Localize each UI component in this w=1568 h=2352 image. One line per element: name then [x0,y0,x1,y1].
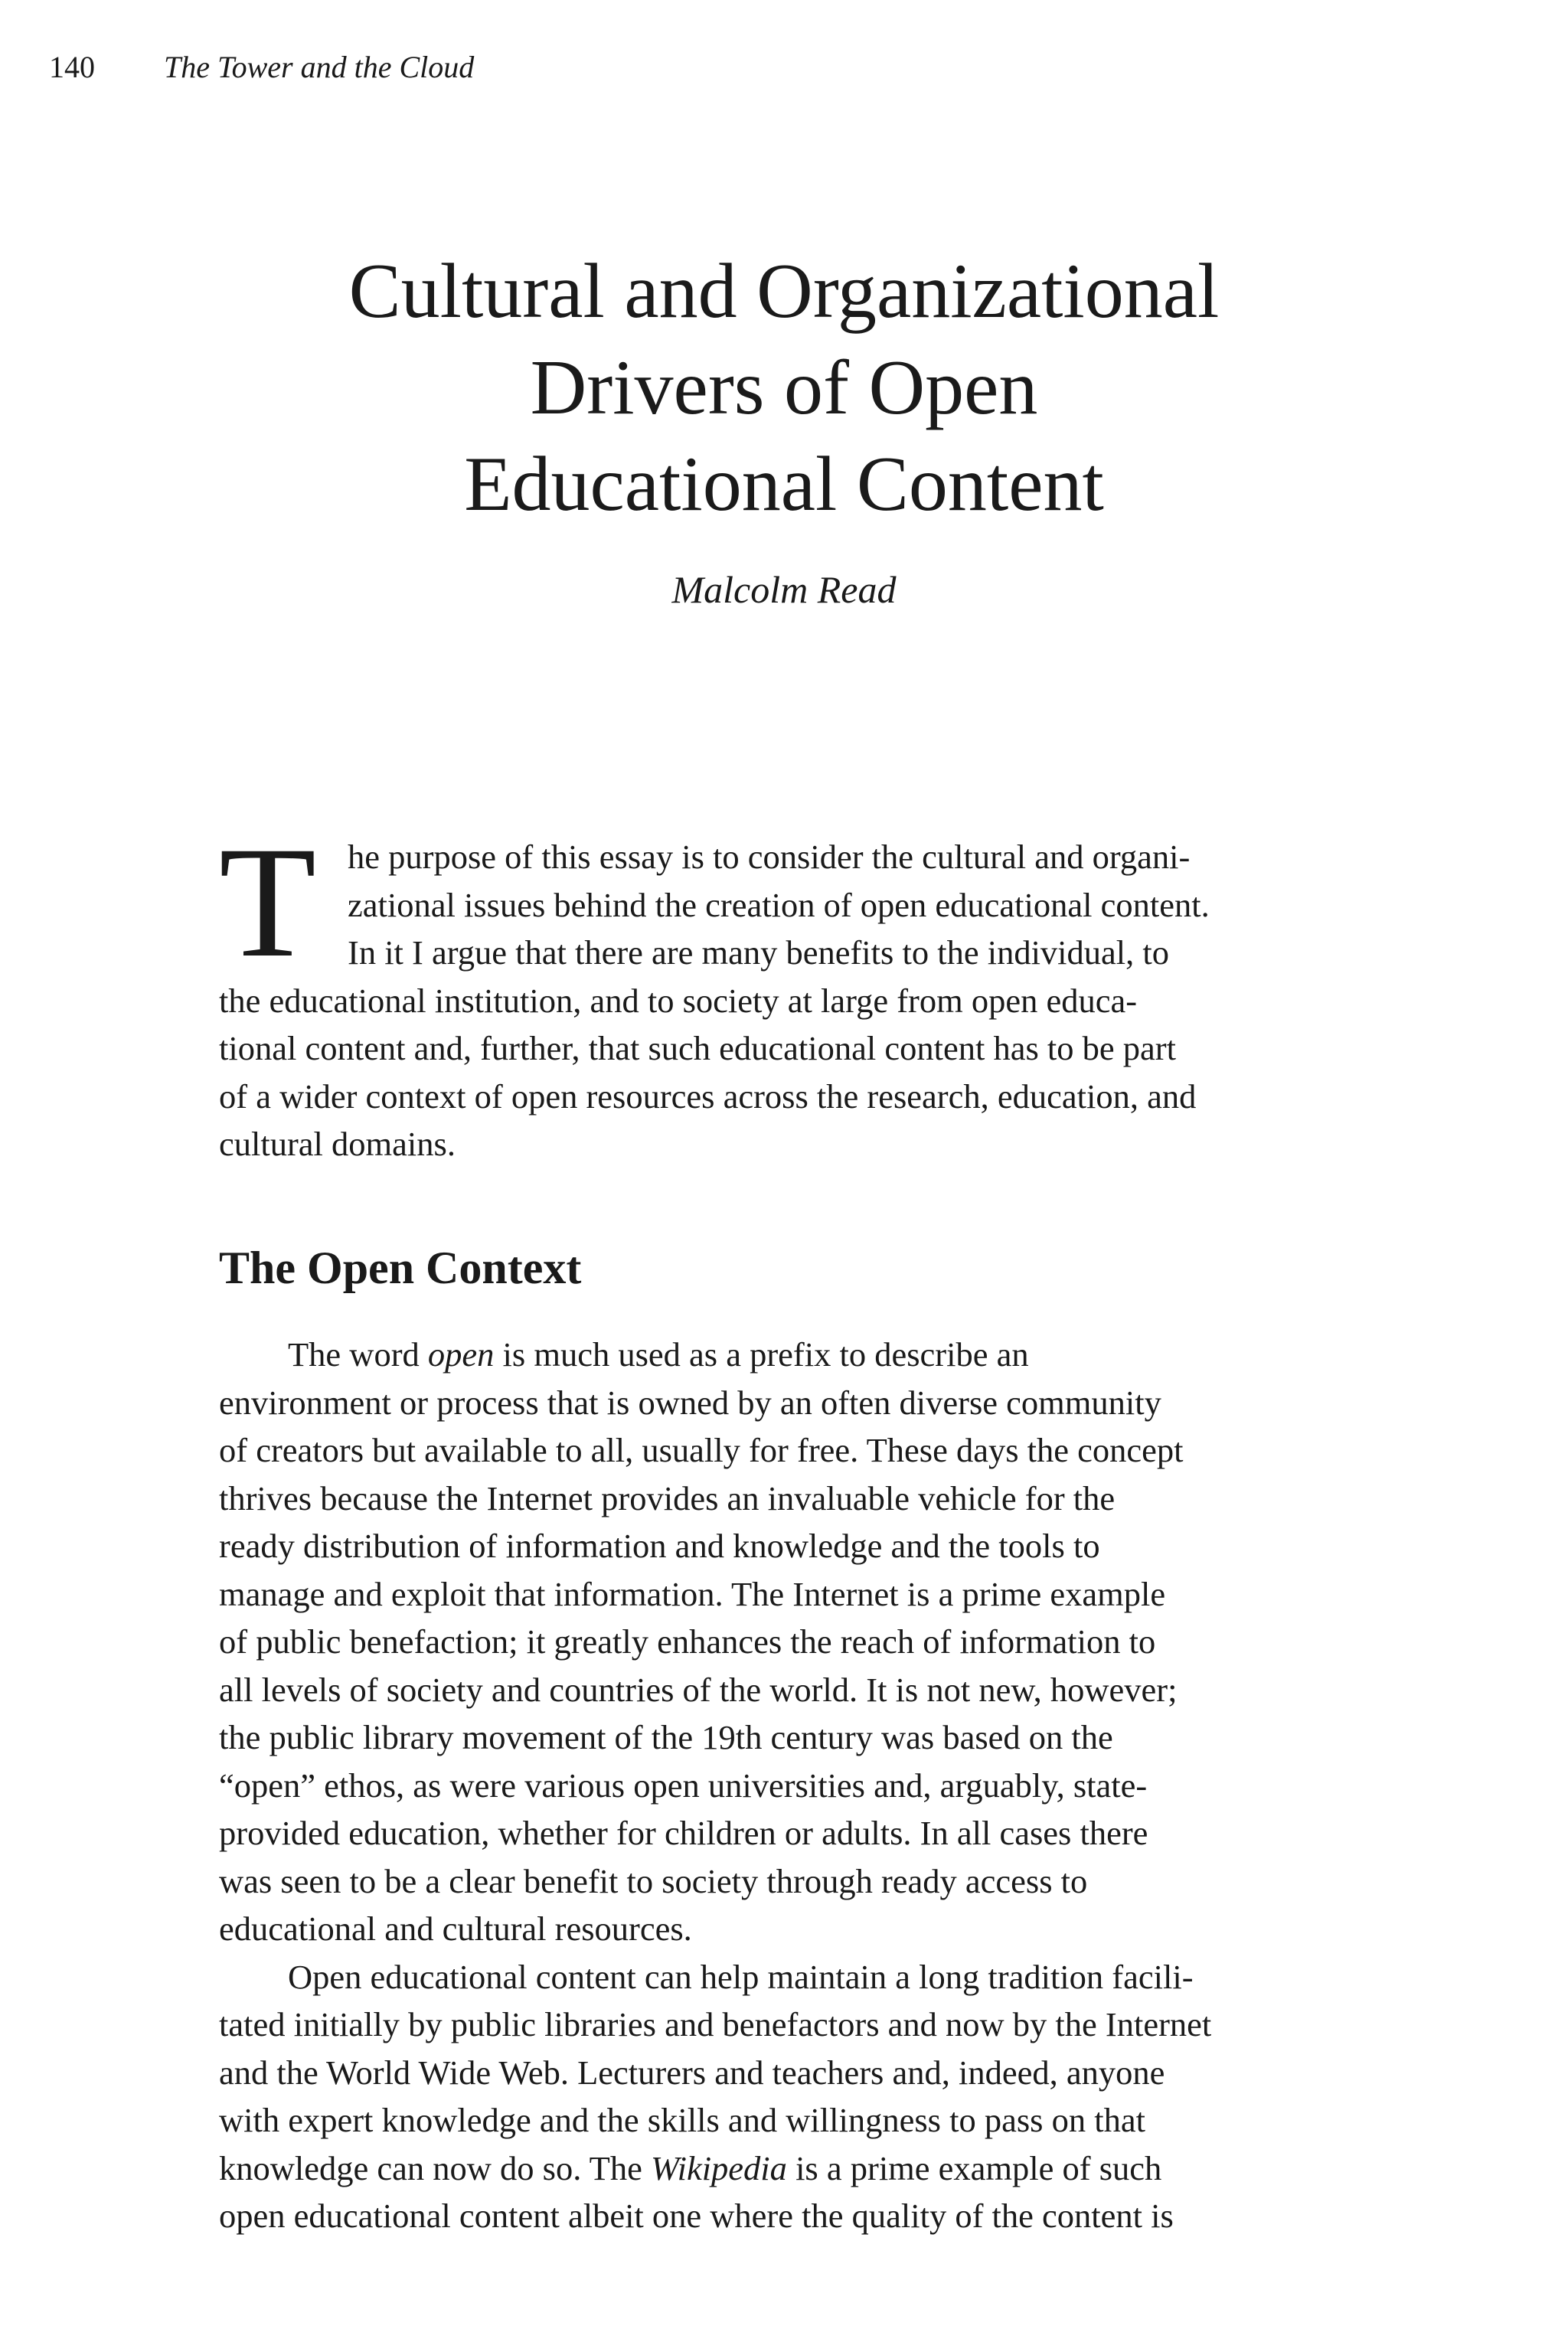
title-line: Cultural and Organizational [348,248,1220,335]
text-line: the public library movement of the 19th century was based on the [219,1718,1113,1756]
intro-paragraph [219,977,1352,1168]
text-line: environment or process that is owned by an often diverse community [219,1383,1161,1422]
running-head [49,47,474,87]
text-line: with expert knowledge and the skills and willingness to pass on that [219,2101,1145,2139]
emphasis: Wikipedia [650,2148,787,2187]
text-line: and the World Wide Web. Lecturers and teachers and, indeed, anyone [219,2053,1165,2092]
text-line: In it I argue that there are many benefits to the individual, to [348,933,1170,972]
title-line: Drivers of Open [530,345,1038,431]
text-line: “open” ethos, as were various open universities and, arguably, state- [219,1766,1148,1805]
emphasis: open [427,1335,495,1374]
text-line [219,1331,1352,1379]
text-line: of a wider context of open resources across the research, education, and [219,1076,1197,1116]
text-line: of creators but available to all, usually for free. These days the concept [219,1431,1184,1469]
text-line: thrives because the Internet provides an invaluable vehicle for the [219,1478,1116,1517]
book-title: The Tower and the Cloud [164,50,475,84]
drop-cap: T [219,814,317,990]
text-line: cultural domains. [219,1125,456,1163]
title-line: Educational Content [464,441,1104,528]
text-line: manage and exploit that information. The Internet is a prime example [219,1574,1166,1613]
intro-drop-block [219,814,1352,990]
text-run: is much used as a prefix to describe an [494,1335,1029,1374]
text-run: The word [288,1335,428,1374]
text-line: educational and cultural resources. [219,1909,692,1948]
text-line: he purpose of this essay is to consider the cultural and organi- [348,838,1191,876]
text-line: provided education, whether for children or adults. In all cases there [219,1814,1148,1852]
text-line: Open educational content can help maintain a long tradition facili- [288,1957,1194,1996]
text-line [219,2145,1352,2193]
text-line: all levels of society and countries of the world. It is not new, however; [219,1670,1178,1709]
page-number: 140 [49,50,95,84]
intro-drop-lines [348,833,1210,977]
article-title [0,243,1568,533]
text-run: is a prime example of such [786,2148,1162,2187]
author-name: Malcolm Read [671,568,897,611]
text-run: knowledge can now do so. The [219,2148,651,2187]
text-line: zational issues behind the creation of open educational content. [348,885,1210,924]
text-line: tional content and, further, that such educational content has to be part [219,1029,1176,1067]
body-paragraph-1 [219,1331,1352,2240]
text-line: of public benefaction; it greatly enhances the reach of information to [219,1622,1156,1661]
text-line: ready distribution of information and knowledge and the tools to [219,1527,1100,1565]
text-line: the educational institution, and to society at large from open educa- [219,981,1138,1020]
text-line: open educational content albeit one where the quality of the content is [219,2197,1174,2235]
text-line: was seen to be a clear benefit to society through ready access to [219,1861,1088,1900]
section-heading: The Open Context [219,1243,582,1293]
text-line: tated initially by public libraries and benefactors and now by the Internet [219,2005,1212,2043]
